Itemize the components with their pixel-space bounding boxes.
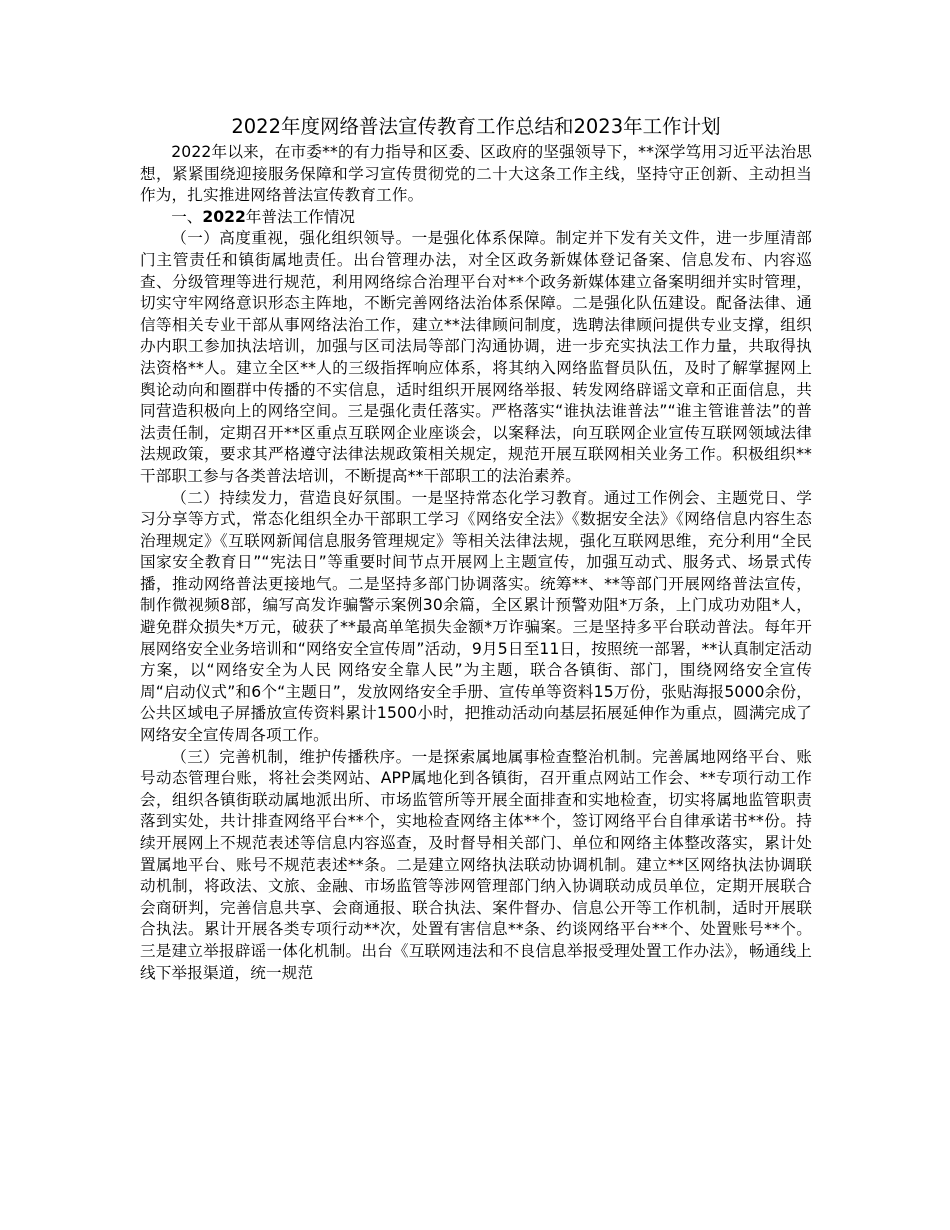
paragraph-mechanism: （三）完善机制，维护传播秩序。一是探索属地属事检查整治机制。完善属地网络平台、账号动态管理台账，将社会类网站、APP属地化到各镇街，召开重点网站工作会、**专项行动工作会，组织各镇街联动属地派出所、市场监管所等开展全面排查和实地检查，切实将属地监管职责落到实处，共计排查网络平台**个，实地检查网络主体**个，签订网络平台自律承诺书**份。持续开展网上不规范表述等信息内容巡查，及时督导相关部门、单位和网络主体整改落实，累计处置属地平台、账号不规范表述**条。二是建立网络执法联动协调机制。建立**区网络执法协调联动机制，将政法、文旅、金融、市场监管等涉网管理部门纳入协调联动成员单位，定期开展联合会商研判，完善信息共享、会商通报、联合执法、案件督办、信息公开等工作机制，适时开展联合执法。累计开展各类专项行动**次，处置有害信息**条、约谈网络平台**个、处置账号**个。三是建立举报辟谣一体化机制。出台《互联网违法和不良信息举报受理处置工作办法》，畅通线上线下举报渠道，统一规范 — [140, 747, 812, 982]
section-heading-suffix: 年普法工作情况 — [245, 207, 355, 226]
document-title: 2022年度网络普法宣传教育工作总结和2023年工作计划 — [231, 115, 721, 138]
section-heading-prefix: 一、 — [171, 207, 203, 226]
intro-paragraph: 2022年以来，在市委**的有力指导和区委、区政府的坚强领导下，**深学笃用习近平法治思想，紧紧围绕迎接服务保障和学习宣传贯彻党的二十大这条工作主线，坚持守正创新、主动担当作为，扎实推进网络普法宣传教育工作。 — [140, 143, 812, 205]
paragraph-atmosphere: （二）持续发力，营造良好氛围。一是坚持常态化学习教育。通过工作例会、主题党日、学习分享等方式，常态化组织全办干部职工学习《网络安全法》《数据安全法》《网络信息内容生态治理规定》《互联网新闻信息服务管理规定》等相关法律法规，强化互联网思维，充分利用“全民国家安全教育日”“宪法日”等重要时间节点开展网上主题宣传，加强互动式、服务式、场景式传播，推动网络普法更接地气。二是坚持多部门协调落实。统筹**、**等部门开展网络普法宣传，制作微视频8部，编写高发诈骗警示案例30余篇，全区累计预警劝阻*万条，上门成功劝阻*人，避免群众损失*万元，破获了**最高单笔损失金额*万诈骗案。三是坚持多平台联动普法。每年开展网络安全业务培训和“网络安全宣传周”活动，9月5日至11日，按照统一部署，**认真制定活动方案，以“网络安全为人民 网络安全靠人民”为主题，联合各镇街、部门，围绕网络安全宣传周“启动仪式”和6个“主题日”，发放网络安全手册、宣传单等资料15万份，张贴海报5000余份，公共区域电子屏播放宣传资料累计1500小时，把推动活动向基层拓展延伸作为重点，圆满完成了网络安全宣传周各项工作。 — [140, 488, 812, 745]
paragraph-organization: （一）高度重视，强化组织领导。一是强化体系保障。制定并下发有关文件，进一步厘清部门主管责任和镇街属地责任。出台管理办法，对全区政务新媒体登记备案、信息发布、内容巡查、分级管理等进行规范，利用网络综合治理平台对**个政务新媒体建立备案明细并实时管理，切实守牢网络意识形态主阵地，不断完善网络法治体系保障。二是强化队伍建设。配备法律、通信等相关专业干部从事网络法治工作，建立**法律顾问制度，选聘法律顾问提供专业支撑，组织办内职工参加执法培训，加强与区司法局等部门沟通协调，进一步充实执法工作力量，共取得执法资格**人。建立全区**人的三级指挥响应体系，将其纳入网络监督员队伍，及时了解掌握网上舆论动向和圈群中传播的不实信息，适时组织开展网络举报、转发网络辟谣文章和正面信息，共同营造积极向上的网络空间。三是强化责任落实。严格落实“谁执法谁普法”“谁主管谁普法”的普法责任制，定期召开**区重点互联网企业座谈会，以案释法，向互联网企业宣传互联网领域法律法规政策，要求其严格遵守法律法规政策相关规定，规范开展互联网相关业务工作。积极组织**干部职工参与各类普法培训，不断提高**干部职工的法治素养。 — [140, 229, 812, 485]
document-page — [140, 112, 812, 984]
section-heading — [140, 207, 812, 229]
section-heading-year: 2022 — [202, 207, 246, 226]
